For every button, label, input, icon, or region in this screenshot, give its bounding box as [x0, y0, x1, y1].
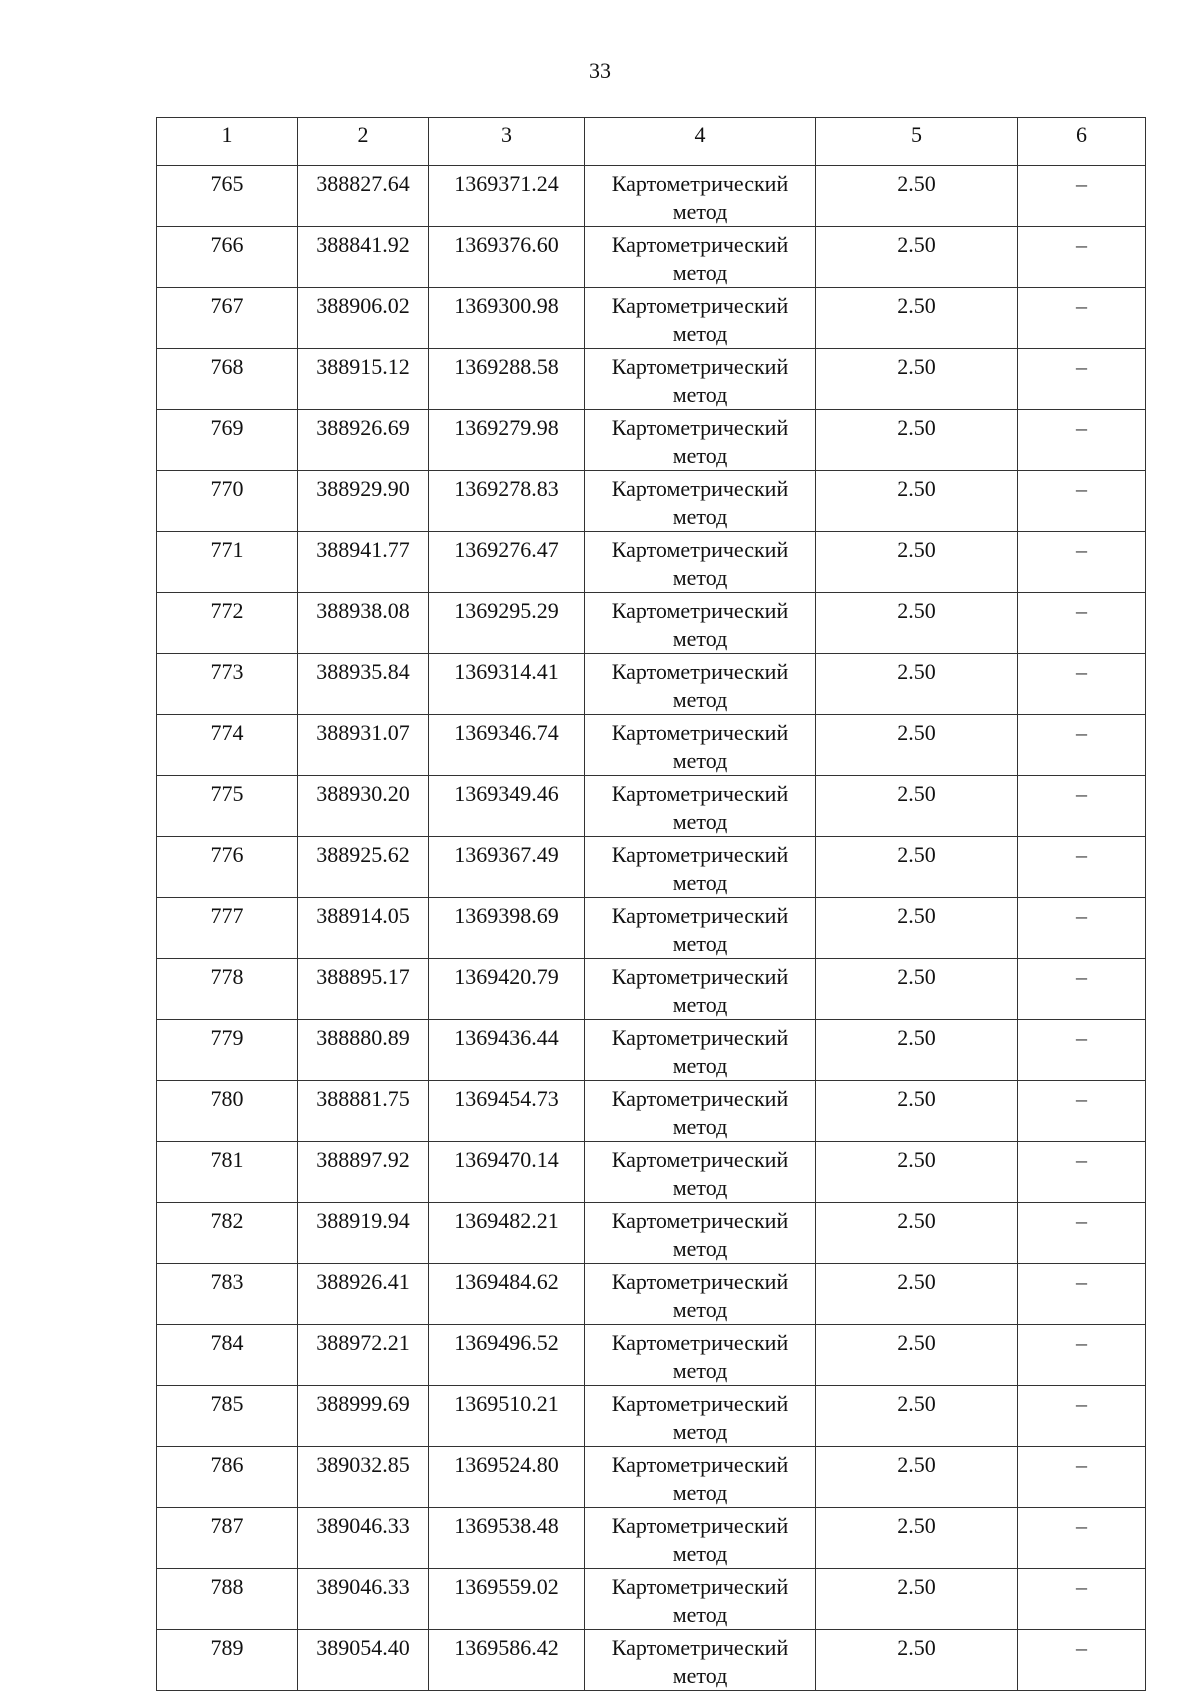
table-row [157, 837, 1146, 898]
cell-y-coordinate: 1369436.44 [429, 1020, 585, 1081]
cell-method: Картометрический метод [585, 532, 816, 593]
cell-method: Картометрический метод [585, 1508, 816, 1569]
cell-x-coordinate: 388930.20 [298, 776, 429, 837]
cell-note: – [1018, 1447, 1146, 1508]
table-row [157, 227, 1146, 288]
cell-accuracy: 2.50 [816, 715, 1018, 776]
table-row [157, 1447, 1146, 1508]
cell-point-number: 771 [157, 532, 298, 593]
cell-y-coordinate: 1369398.69 [429, 898, 585, 959]
table-row [157, 959, 1146, 1020]
cell-note: – [1018, 1142, 1146, 1203]
cell-y-coordinate: 1369349.46 [429, 776, 585, 837]
cell-y-coordinate: 1369314.41 [429, 654, 585, 715]
cell-method: Картометрический метод [585, 1386, 816, 1447]
cell-point-number: 770 [157, 471, 298, 532]
cell-accuracy: 2.50 [816, 837, 1018, 898]
cell-x-coordinate: 389046.33 [298, 1569, 429, 1630]
cell-method: Картометрический метод [585, 715, 816, 776]
cell-accuracy: 2.50 [816, 654, 1018, 715]
cell-note: – [1018, 1264, 1146, 1325]
cell-note: – [1018, 1630, 1146, 1691]
cell-point-number: 787 [157, 1508, 298, 1569]
cell-y-coordinate: 1369367.49 [429, 837, 585, 898]
cell-note: – [1018, 715, 1146, 776]
cell-note: – [1018, 166, 1146, 227]
cell-point-number: 766 [157, 227, 298, 288]
cell-accuracy: 2.50 [816, 471, 1018, 532]
cell-y-coordinate: 1369278.83 [429, 471, 585, 532]
cell-note: – [1018, 227, 1146, 288]
cell-accuracy: 2.50 [816, 1081, 1018, 1142]
cell-y-coordinate: 1369276.47 [429, 532, 585, 593]
cell-method: Картометрический метод [585, 288, 816, 349]
cell-note: – [1018, 898, 1146, 959]
cell-note: – [1018, 776, 1146, 837]
cell-accuracy: 2.50 [816, 1569, 1018, 1630]
column-header-6: 6 [1018, 118, 1146, 166]
table-row [157, 1386, 1146, 1447]
cell-point-number: 789 [157, 1630, 298, 1691]
cell-method: Картометрический метод [585, 837, 816, 898]
cell-accuracy: 2.50 [816, 288, 1018, 349]
cell-method: Картометрический метод [585, 227, 816, 288]
cell-note: – [1018, 1386, 1146, 1447]
table-row [157, 349, 1146, 410]
cell-y-coordinate: 1369510.21 [429, 1386, 585, 1447]
cell-accuracy: 2.50 [816, 1386, 1018, 1447]
cell-method: Картометрический метод [585, 471, 816, 532]
cell-note: – [1018, 410, 1146, 471]
cell-point-number: 775 [157, 776, 298, 837]
cell-accuracy: 2.50 [816, 776, 1018, 837]
cell-point-number: 776 [157, 837, 298, 898]
cell-x-coordinate: 389046.33 [298, 1508, 429, 1569]
cell-note: – [1018, 1508, 1146, 1569]
cell-accuracy: 2.50 [816, 166, 1018, 227]
cell-accuracy: 2.50 [816, 1020, 1018, 1081]
cell-x-coordinate: 388938.08 [298, 593, 429, 654]
cell-y-coordinate: 1369288.58 [429, 349, 585, 410]
cell-point-number: 781 [157, 1142, 298, 1203]
cell-x-coordinate: 388999.69 [298, 1386, 429, 1447]
cell-accuracy: 2.50 [816, 1264, 1018, 1325]
cell-method: Картометрический метод [585, 1569, 816, 1630]
column-header-4: 4 [585, 118, 816, 166]
cell-x-coordinate: 388941.77 [298, 532, 429, 593]
table-row [157, 288, 1146, 349]
table-row [157, 776, 1146, 837]
cell-point-number: 782 [157, 1203, 298, 1264]
cell-note: – [1018, 532, 1146, 593]
coordinates-table [156, 117, 1146, 1691]
cell-method: Картометрический метод [585, 1264, 816, 1325]
cell-y-coordinate: 1369371.24 [429, 166, 585, 227]
table-row [157, 1020, 1146, 1081]
cell-point-number: 774 [157, 715, 298, 776]
cell-accuracy: 2.50 [816, 1508, 1018, 1569]
cell-x-coordinate: 388880.89 [298, 1020, 429, 1081]
table-row [157, 654, 1146, 715]
cell-y-coordinate: 1369496.52 [429, 1325, 585, 1386]
column-header-1: 1 [157, 118, 298, 166]
cell-x-coordinate: 388895.17 [298, 959, 429, 1020]
cell-y-coordinate: 1369524.80 [429, 1447, 585, 1508]
cell-y-coordinate: 1369300.98 [429, 288, 585, 349]
cell-note: – [1018, 1020, 1146, 1081]
cell-method: Картометрический метод [585, 654, 816, 715]
cell-note: – [1018, 1325, 1146, 1386]
cell-point-number: 778 [157, 959, 298, 1020]
cell-x-coordinate: 388931.07 [298, 715, 429, 776]
cell-method: Картометрический метод [585, 593, 816, 654]
cell-note: – [1018, 1081, 1146, 1142]
cell-note: – [1018, 593, 1146, 654]
cell-accuracy: 2.50 [816, 898, 1018, 959]
cell-point-number: 777 [157, 898, 298, 959]
cell-x-coordinate: 388935.84 [298, 654, 429, 715]
cell-x-coordinate: 388972.21 [298, 1325, 429, 1386]
cell-accuracy: 2.50 [816, 1325, 1018, 1386]
cell-y-coordinate: 1369586.42 [429, 1630, 585, 1691]
cell-x-coordinate: 388929.90 [298, 471, 429, 532]
cell-point-number: 784 [157, 1325, 298, 1386]
cell-accuracy: 2.50 [816, 959, 1018, 1020]
table-body [157, 166, 1146, 1691]
cell-x-coordinate: 389054.40 [298, 1630, 429, 1691]
cell-x-coordinate: 388841.92 [298, 227, 429, 288]
cell-method: Картометрический метод [585, 349, 816, 410]
cell-method: Картометрический метод [585, 410, 816, 471]
cell-point-number: 772 [157, 593, 298, 654]
table-row [157, 1630, 1146, 1691]
cell-x-coordinate: 388897.92 [298, 1142, 429, 1203]
cell-y-coordinate: 1369538.48 [429, 1508, 585, 1569]
cell-method: Картометрический метод [585, 1630, 816, 1691]
cell-accuracy: 2.50 [816, 1142, 1018, 1203]
cell-point-number: 783 [157, 1264, 298, 1325]
table-row [157, 1508, 1146, 1569]
cell-point-number: 767 [157, 288, 298, 349]
table-row [157, 1081, 1146, 1142]
cell-note: – [1018, 654, 1146, 715]
table-header-row [157, 118, 1146, 166]
cell-note: – [1018, 1569, 1146, 1630]
cell-method: Картометрический метод [585, 898, 816, 959]
cell-x-coordinate: 388926.41 [298, 1264, 429, 1325]
table-row [157, 593, 1146, 654]
cell-y-coordinate: 1369484.62 [429, 1264, 585, 1325]
cell-x-coordinate: 388881.75 [298, 1081, 429, 1142]
cell-y-coordinate: 1369295.29 [429, 593, 585, 654]
column-header-5: 5 [816, 118, 1018, 166]
cell-y-coordinate: 1369470.14 [429, 1142, 585, 1203]
cell-x-coordinate: 388915.12 [298, 349, 429, 410]
cell-note: – [1018, 288, 1146, 349]
table-row [157, 1142, 1146, 1203]
table-row [157, 1569, 1146, 1630]
cell-x-coordinate: 388925.62 [298, 837, 429, 898]
cell-y-coordinate: 1369454.73 [429, 1081, 585, 1142]
cell-note: – [1018, 1203, 1146, 1264]
cell-point-number: 779 [157, 1020, 298, 1081]
cell-point-number: 773 [157, 654, 298, 715]
cell-x-coordinate: 388914.05 [298, 898, 429, 959]
cell-y-coordinate: 1369482.21 [429, 1203, 585, 1264]
cell-point-number: 768 [157, 349, 298, 410]
cell-method: Картометрический метод [585, 1447, 816, 1508]
page-number: 33 [589, 58, 611, 83]
cell-method: Картометрический метод [585, 959, 816, 1020]
cell-x-coordinate: 389032.85 [298, 1447, 429, 1508]
table-row [157, 1264, 1146, 1325]
cell-point-number: 780 [157, 1081, 298, 1142]
cell-point-number: 769 [157, 410, 298, 471]
cell-point-number: 765 [157, 166, 298, 227]
table-row [157, 898, 1146, 959]
cell-point-number: 786 [157, 1447, 298, 1508]
cell-x-coordinate: 388926.69 [298, 410, 429, 471]
cell-note: – [1018, 837, 1146, 898]
cell-accuracy: 2.50 [816, 1630, 1018, 1691]
column-header-3: 3 [429, 118, 585, 166]
cell-x-coordinate: 388919.94 [298, 1203, 429, 1264]
cell-method: Картометрический метод [585, 166, 816, 227]
cell-accuracy: 2.50 [816, 227, 1018, 288]
table-row [157, 410, 1146, 471]
cell-accuracy: 2.50 [816, 410, 1018, 471]
cell-accuracy: 2.50 [816, 1203, 1018, 1264]
cell-y-coordinate: 1369420.79 [429, 959, 585, 1020]
cell-method: Картометрический метод [585, 1020, 816, 1081]
table-row [157, 1325, 1146, 1386]
cell-method: Картометрический метод [585, 1081, 816, 1142]
column-header-2: 2 [298, 118, 429, 166]
cell-note: – [1018, 959, 1146, 1020]
cell-point-number: 785 [157, 1386, 298, 1447]
cell-y-coordinate: 1369559.02 [429, 1569, 585, 1630]
table-row [157, 1203, 1146, 1264]
cell-y-coordinate: 1369279.98 [429, 410, 585, 471]
cell-x-coordinate: 388827.64 [298, 166, 429, 227]
cell-y-coordinate: 1369376.60 [429, 227, 585, 288]
cell-accuracy: 2.50 [816, 593, 1018, 654]
table-row [157, 166, 1146, 227]
table-row [157, 471, 1146, 532]
cell-method: Картометрический метод [585, 1203, 816, 1264]
cell-x-coordinate: 388906.02 [298, 288, 429, 349]
table-row [157, 715, 1146, 776]
cell-note: – [1018, 349, 1146, 410]
cell-method: Картометрический метод [585, 1142, 816, 1203]
cell-method: Картометрический метод [585, 776, 816, 837]
cell-note: – [1018, 471, 1146, 532]
cell-accuracy: 2.50 [816, 532, 1018, 593]
cell-y-coordinate: 1369346.74 [429, 715, 585, 776]
table-row [157, 532, 1146, 593]
cell-accuracy: 2.50 [816, 349, 1018, 410]
cell-point-number: 788 [157, 1569, 298, 1630]
cell-accuracy: 2.50 [816, 1447, 1018, 1508]
cell-method: Картометрический метод [585, 1325, 816, 1386]
